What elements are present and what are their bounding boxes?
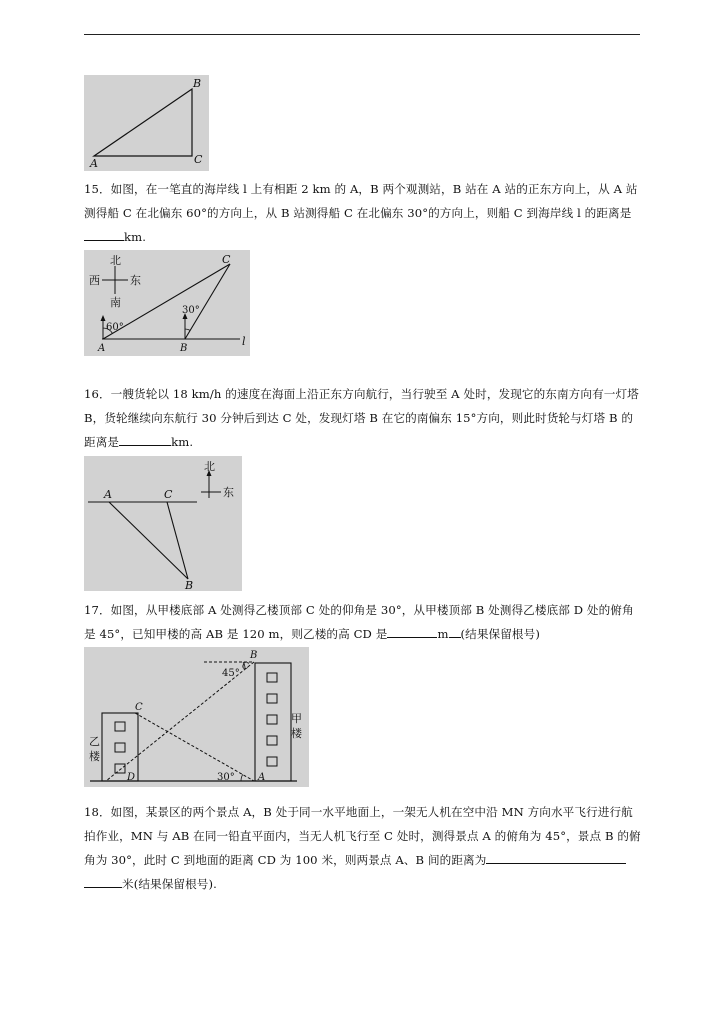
question-17-tail: (结果保留根号) <box>460 627 540 641</box>
answer-blank[interactable] <box>387 623 437 638</box>
label-b: B <box>250 650 258 661</box>
question-17-unit: m <box>437 627 449 641</box>
angle-label-a: 60° <box>106 322 124 333</box>
label-a: A <box>258 772 266 783</box>
compass-north: 北 <box>204 460 215 473</box>
label-a: A <box>104 488 112 501</box>
question-15-unit: km. <box>124 230 147 244</box>
label-c: C <box>194 153 203 166</box>
answer-blank[interactable] <box>486 849 626 864</box>
question-16 <box>84 382 644 454</box>
question-18-unit: 米(结果保留根号). <box>122 877 217 891</box>
figure-background <box>84 456 242 591</box>
building-jia-label-2: 楼 <box>291 727 302 740</box>
building-yi-label-2: 楼 <box>89 750 100 763</box>
question-18 <box>84 800 644 896</box>
angle-label-top: 45° <box>222 668 240 679</box>
label-c: C <box>222 253 231 266</box>
label-d: D <box>127 772 136 783</box>
question-15-stem: 15．如图，在一笔直的海岸线 l 上有相距 2 km 的 A，B 两个观测站，B 站在 A 站的正东方向上，从 A 站测得船 C 在北偏东 60°的方向上，从 B 站测得船 C 在北偏东 30°的方向上，则船 C 到海岸线 l 的距离是 <box>84 182 638 220</box>
label-c-right: C <box>242 662 249 672</box>
label-b: B <box>193 77 202 90</box>
question-17-stem: 17．如图，从甲楼底部 A 处测得乙楼顶部 C 处的仰角是 30°，从甲楼顶部 B 处测得乙楼底部 D 处的俯角是 45°，已知甲楼的高 AB 是 120 m，则乙楼的高 CD 是 <box>84 603 634 641</box>
label-l: l <box>242 335 246 348</box>
label-a: A <box>90 157 98 170</box>
header-rule <box>84 34 640 35</box>
figure-q14-triangle <box>84 75 209 171</box>
label-c-left: C <box>135 702 143 713</box>
compass-east: 东 <box>223 486 234 499</box>
figure-q15-coast <box>84 250 250 356</box>
question-15 <box>84 177 644 249</box>
figure-background <box>84 75 209 171</box>
underline-gap <box>449 623 461 638</box>
compass-east: 东 <box>130 274 141 287</box>
figure-q16-lighthouse <box>84 456 242 591</box>
question-17 <box>84 598 644 646</box>
question-18-stem: 18．如图，某景区的两个景点 A，B 处于同一水平地面上，一架无人机在空中沿 MN 方向水平飞行进行航拍作业，MN 与 AB 在同一铅直平面内，当无人机飞行至 C 处时，测得景点 A 的俯角为 45°，景点 B 的俯角为 30°，此时 C 到地面的距离 CD 为 100 米，则两景点 A、B 间的距离为 <box>84 805 641 867</box>
figure-q17-buildings <box>84 647 309 787</box>
compass-west: 西 <box>89 274 100 287</box>
label-b: B <box>185 579 194 591</box>
building-yi-label-1: 乙 <box>89 735 100 748</box>
question-16-unit: km. <box>171 435 194 449</box>
label-c: C <box>164 488 173 501</box>
angle-label-bottom: 30° <box>217 772 235 783</box>
label-b: B <box>180 343 188 354</box>
answer-blank[interactable] <box>84 226 124 241</box>
answer-blank[interactable] <box>119 431 171 446</box>
answer-blank-continued <box>84 873 122 888</box>
angle-label-b: 30° <box>182 305 200 316</box>
compass-south: 南 <box>110 296 121 309</box>
question-16-stem: 16．一艘货轮以 18 km/h 的速度在海面上沿正东方向航行，当行驶至 A 处时，发现它的东南方向有一灯塔 B，货轮继续向东航行 30 分钟后到达 C 处，发现灯塔 B 在它的南偏东 15°方向，则此时货轮与灯塔 B 的距离是 <box>84 387 639 449</box>
label-a: A <box>98 343 106 354</box>
compass-north: 北 <box>110 254 121 267</box>
building-jia-label-1: 甲 <box>291 712 302 725</box>
